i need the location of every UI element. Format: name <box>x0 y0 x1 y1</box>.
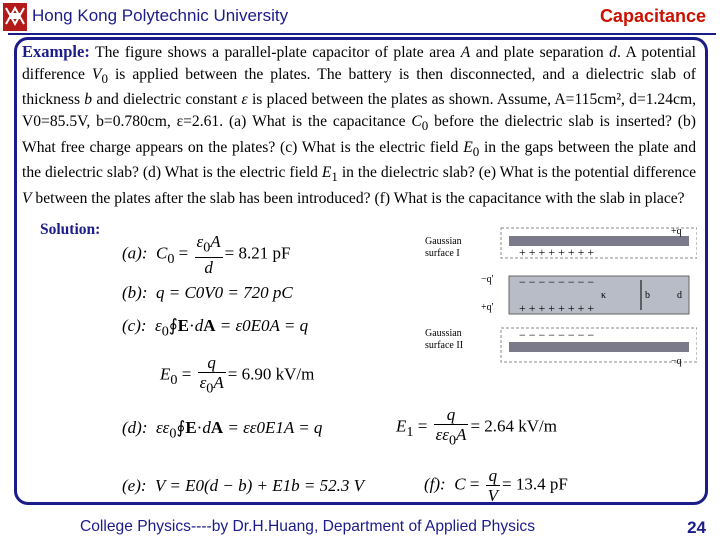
problem-text: Example: The figure shows a parallel-plate capacitor of plate area A and plate separation d. A potential difference $V_0$ is applied between the plates. The battery is then disconnected, and a dielectric slab of thickness b and dielectric constant ε is placed between the plates as shown. Assume, A=115cm², d=1.24cm, V0=85.5V, b=0.780cm, ε=2.61. (a) What is the capacitance $C_0$ before the dielectric slab is inserted? (b) What free charge appears on the plates? (c) What is the electric field $E_0$ in the gaps between the plate and the dielectric slab? (d) What is the electric field $E_1$ in the dielectric slab? (e) What is the potential difference V between the plates after the slab has been introduced? (f) What is the capacitance with the slab in place? <box>22 42 697 207</box>
svg-text:+q': +q' <box>481 302 494 313</box>
example-label: Example: <box>22 42 90 61</box>
svg-text:+q: +q <box>671 226 682 237</box>
equation-a: (a): $C_0$ = $\frac{\varepsilon_0A}{d}$ = 8.21 pF <box>122 232 291 278</box>
equation-b: (b): q = C0V0 = 720 pC <box>122 283 293 302</box>
svg-text:− − − − − − − −: − − − − − − − − <box>519 328 595 342</box>
header-divider <box>8 33 716 35</box>
university-name: Hong Kong Polytechnic University <box>32 6 289 25</box>
equation-e: (e): V = E0(d − b) + E1b = 52.3 V <box>122 476 364 495</box>
svg-text:− − − − − − − −: − − − − − − − − <box>519 275 595 289</box>
bottom-plate <box>509 342 689 352</box>
page-title: Capacitance <box>599 6 706 26</box>
svg-text:surface I: surface I <box>425 248 460 259</box>
svg-text:b: b <box>645 290 650 301</box>
svg-text:−q': −q' <box>481 274 494 285</box>
equation-c: (c): $\varepsilon_0∮E\cdot dA = \varepsilon 0E0A = q$ <box>122 316 309 340</box>
svg-text:surface II: surface II <box>425 340 464 351</box>
given-values: A=115cm², d=1.24cm, V0=85.5V, b=0.780cm, ε=2.61. <box>22 91 696 130</box>
footer-text: College Physics----by Dr.H.Huang, Department of Applied Physics <box>80 518 536 535</box>
equation-e1: $E_1$ = $\frac{q}{\varepsilon\varepsilon_0A}$ = 2.64 kV/m <box>396 405 557 449</box>
svg-text:−q: −q <box>671 356 682 367</box>
equation-d: (d): $\varepsilon\varepsilon_0∮E\cdot dA = \varepsilon\varepsilon 0E1A = q$ <box>122 418 323 442</box>
capacitor-figure <box>421 224 697 368</box>
equation-f: (f): C = $\frac{q}{V}$ = 13.4 pF <box>424 466 568 505</box>
svg-text:d: d <box>677 290 682 301</box>
page-number: 24 <box>687 518 706 537</box>
svg-text:Gaussian: Gaussian <box>425 236 462 247</box>
svg-text:+ + + + + + + +: + + + + + + + + <box>519 301 595 315</box>
svg-text:κ: κ <box>601 290 607 301</box>
svg-text:Gaussian: Gaussian <box>425 328 462 339</box>
university-logo <box>2 2 28 32</box>
solution-label: Solution: <box>40 221 101 238</box>
equation-e0: $E_0$ = $\frac{q}{\varepsilon_0A}$ = 6.90 kV/m <box>160 353 315 397</box>
svg-text:+ + + + + + + +: + + + + + + + + <box>519 245 595 259</box>
